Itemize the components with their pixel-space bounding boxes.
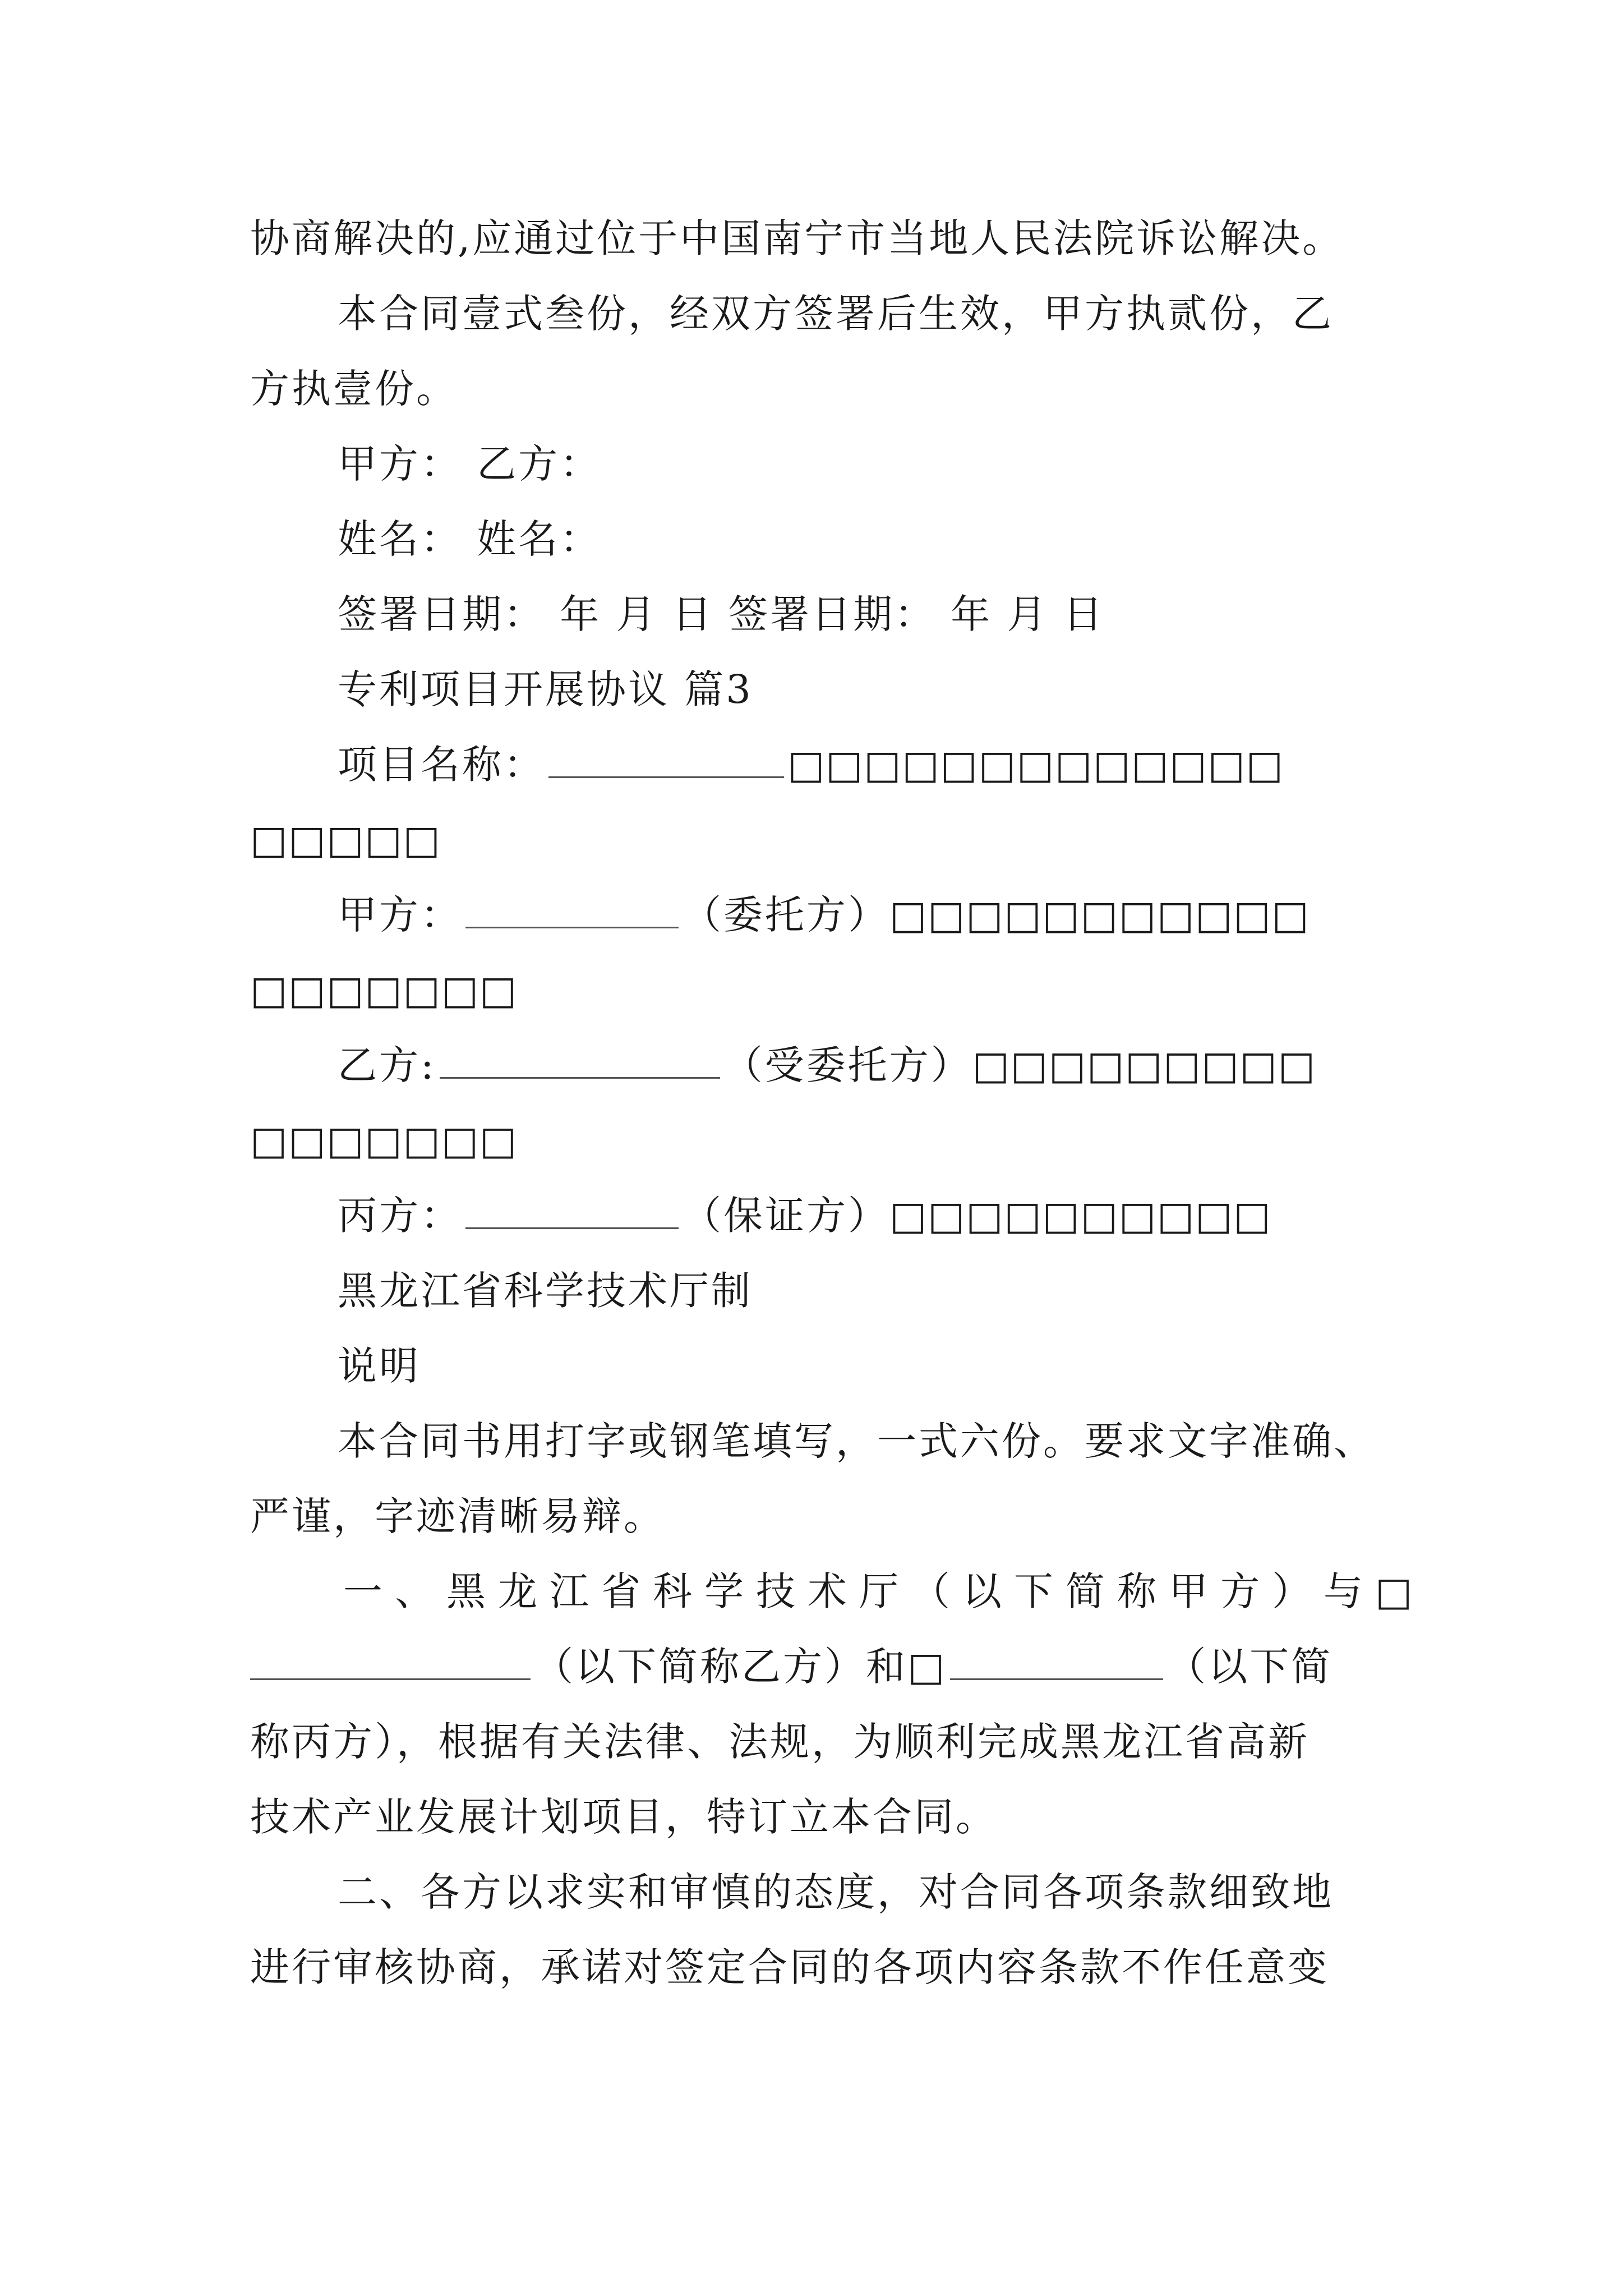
notes-heading: 说明 [338, 1343, 421, 1389]
party-a-row [338, 887, 1383, 943]
text-line: 本合同壹式叁份，经双方签署后生效，甲方执贰份，乙 [338, 291, 1334, 337]
signature-dates: 签署日期： 年 月 日 签署日期： 年 月 日 [338, 591, 1105, 637]
party-a-role: （委托方） [682, 892, 889, 938]
party-c-label: 丙方： [338, 1193, 462, 1239]
placeholder-boxes: □□□□□ [250, 817, 441, 863]
signature-parties: 甲方： 乙方： [338, 441, 602, 487]
clause-2-line: 进行审核协商，承诺对签定合同的各项内容条款不作任意变 [250, 1944, 1329, 1990]
placeholder-boxes: □□□□□□□□□□ [889, 1193, 1272, 1239]
project-name-row [338, 737, 1383, 793]
text-line: 方执壹份。 [250, 366, 458, 412]
party-b-role: （受委托方） [723, 1042, 972, 1088]
party-a-blank[interactable] [465, 893, 679, 928]
clause-1-line: 技术产业发展计划项目，特订立本合同。 [250, 1794, 997, 1840]
placeholder-boxes: □□□□□□□ [250, 1117, 518, 1163]
party-c-blank[interactable] [465, 1194, 679, 1229]
signature-names: 姓名： 姓名： [338, 516, 602, 562]
project-name-blank[interactable] [548, 743, 784, 778]
clause-2-line: 二、各方以求实和审慎的态度，对合同各项条款细致地 [338, 1869, 1334, 1915]
party-b-label: 乙方: [338, 1042, 436, 1088]
clause-1-text: （以下简 [1166, 1644, 1333, 1690]
section-heading: 专利项目开展协议 篇3 [338, 666, 753, 712]
clause-1-line [343, 1563, 1425, 1619]
party-c-row [338, 1188, 1383, 1244]
notes-paragraph: 严谨，字迹清晰易辩。 [250, 1493, 665, 1539]
clause-1-line: 称丙方），根据有关法律、法规，为顺利完成黑龙江省高新 [250, 1719, 1310, 1765]
party-c-role: （保证方） [682, 1193, 889, 1239]
party-b-row [338, 1037, 1383, 1093]
placeholder-boxes: □□□□□□□ [250, 967, 518, 1013]
party-b-blank[interactable] [440, 1043, 720, 1079]
text-line: 协商解决的,应通过位于中国南宁市当地人民法院诉讼解决。 [250, 215, 1344, 261]
third-party-blank[interactable] [950, 1645, 1163, 1680]
clause-1-text: 一、黑龙江省科学技术厅（以下简称甲方）与□ [343, 1568, 1425, 1614]
placeholder-boxes: □□□□□□□□□□□ [889, 892, 1310, 938]
project-name-label: 项目名称： [338, 742, 545, 788]
issuer-line: 黑龙江省科学技术厅制 [338, 1268, 753, 1314]
placeholder-boxes: □□□□□□□□□ [972, 1042, 1316, 1088]
second-party-blank[interactable] [250, 1645, 531, 1680]
clause-1-line [250, 1639, 1383, 1695]
placeholder-boxes: □□□□□□□□□□□□□ [787, 742, 1284, 788]
notes-paragraph: 本合同书用打字或钢笔填写，一式六份。要求文字准确、 [338, 1418, 1375, 1464]
clause-1-text: （以下简称乙方）和□ [534, 1644, 947, 1690]
party-a-label: 甲方： [338, 892, 462, 938]
